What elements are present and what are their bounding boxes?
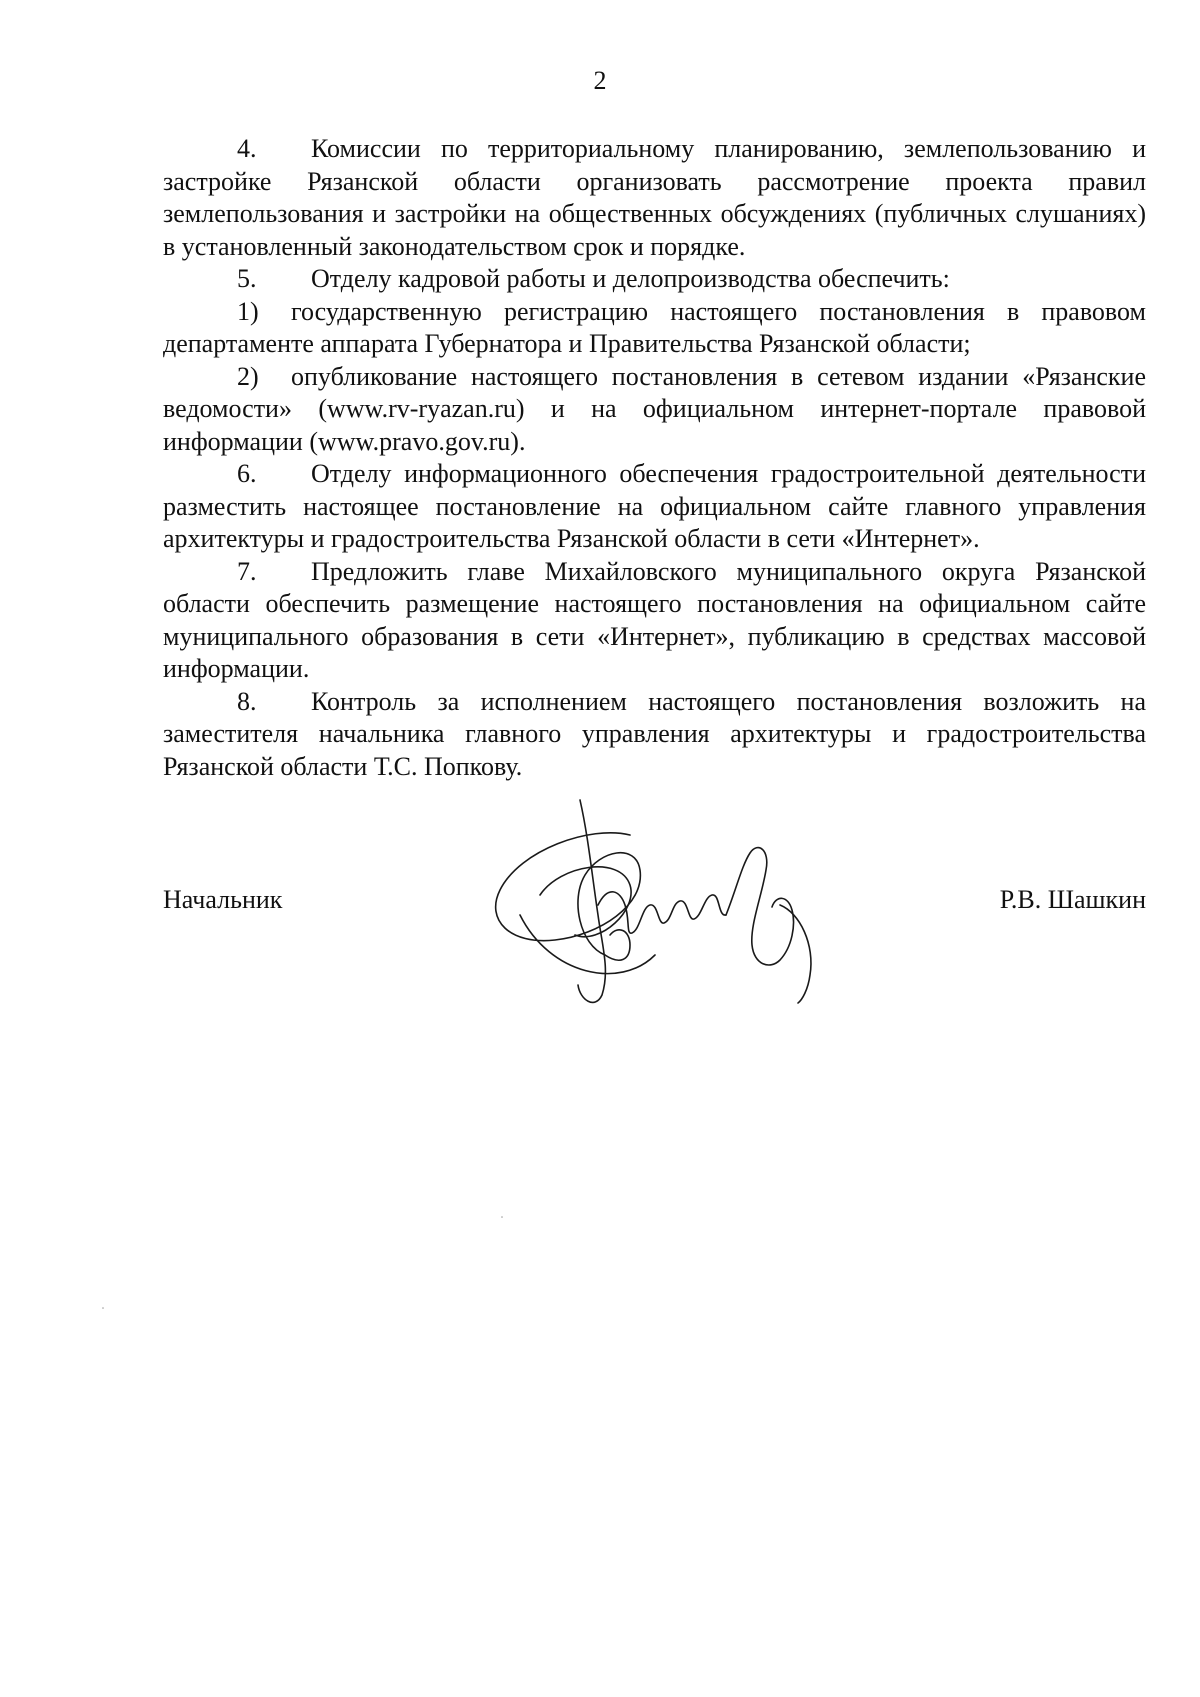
paragraph-number: 7.: [237, 556, 257, 586]
paragraph-text: Отделу информационного обеспечения градостроительной деятельности разместить настоящее постановление на официальном сайте главного управления архитектуры и градостроительства Рязанской области в сети «Интернет».: [163, 459, 1146, 553]
paragraph-4: [163, 133, 1146, 263]
signatory-name: Р.В. Шашкин: [999, 885, 1146, 914]
subparagraph-text: государственную регистрацию настоящего постановления в правовом департаменте аппарата Губернатора и Правительства Рязанской области;: [163, 296, 1146, 358]
paragraph-6: [163, 458, 1146, 556]
paragraph-8: [163, 686, 1146, 784]
paragraph-text: Комиссии по территориальному планированию, землепользованию и застройке Рязанской области организовать рассмотрение проекта правил землепользования и застройки на общественных обсуждениях (публичных слушаниях) в установленный законодательством срок и порядке.: [163, 134, 1146, 261]
paragraph-number: 5.: [237, 264, 257, 293]
paragraph-5: [163, 263, 1146, 296]
paragraph-number: 6.: [237, 459, 257, 488]
paragraph-text: Контроль за исполнением настоящего постановления возложить на заместителя начальника главного управления архитектуры и градостроительства Рязанской области Т.С. Попкову.: [163, 686, 1146, 781]
document-body: [163, 133, 1146, 783]
paragraph-number: 8.: [237, 686, 257, 716]
subparagraph-text: опубликование настоящего постановления в сетевом издании «Рязанские ведомости» (www.rv-ryazan.ru) и на официальном интернет-портале правовой информации (www.pravo.gov.ru).: [163, 361, 1146, 456]
subparagraph-number: 1): [237, 296, 259, 326]
subparagraph-1: [163, 296, 1146, 361]
paragraph-text: Отделу кадровой работы и делопроизводства обеспечить:: [311, 264, 950, 293]
handwritten-signature: [480, 795, 860, 1005]
subparagraph-number: 2): [237, 361, 259, 391]
paragraph-text: Предложить главе Михайловского муниципального округа Рязанской области обеспечить размещение настоящего постановления на официальном сайте муниципального образования в сети «Интернет», публикацию в средствах массовой информации.: [163, 556, 1146, 683]
paragraph-7: [163, 556, 1146, 686]
page-number: 2: [593, 66, 607, 95]
paragraph-number: 4.: [237, 134, 257, 163]
signatory-title: Начальник: [163, 885, 283, 914]
subparagraph-2: [163, 361, 1146, 459]
